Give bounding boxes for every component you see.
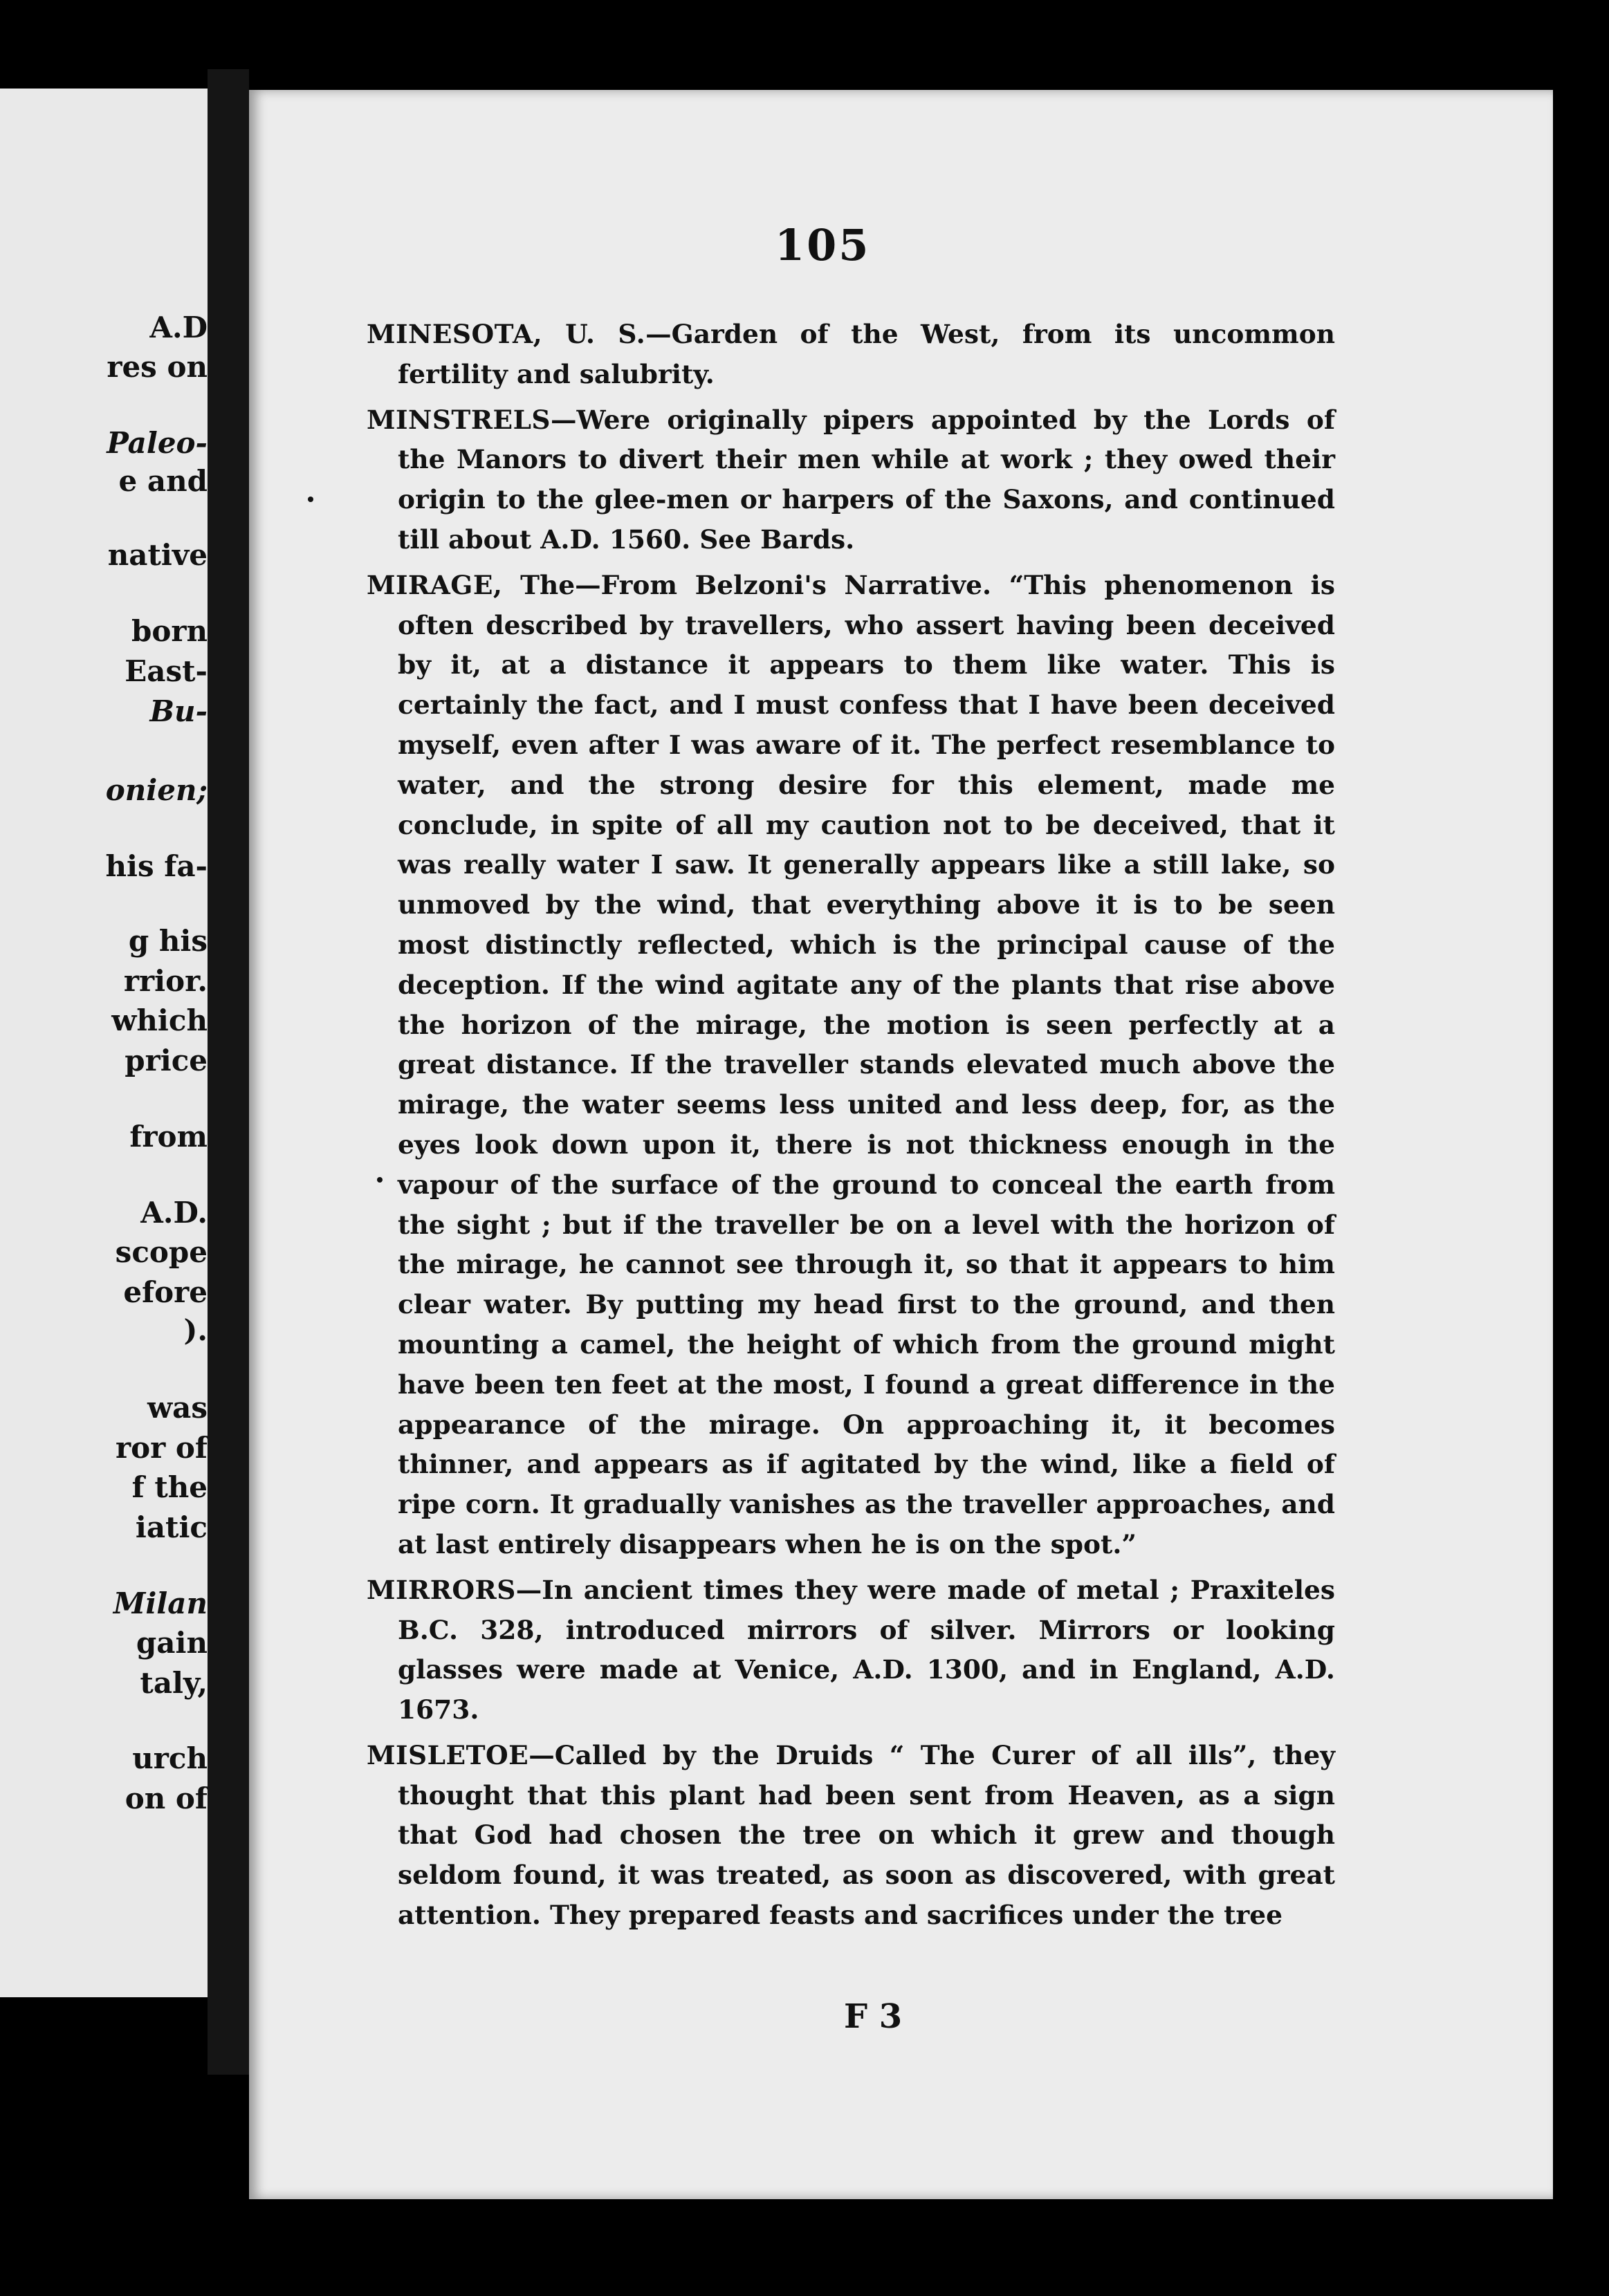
headword: MIRAGE, (367, 569, 503, 600)
left-page-fragment-text: from (129, 1120, 208, 1154)
left-page-fragment-text: efore (123, 1275, 208, 1309)
signature-mark: F 3 (844, 1997, 903, 2036)
left-page-fragment-text: ror of (116, 1431, 208, 1465)
entries-block (367, 315, 1335, 1941)
left-page-fragment-text: price (125, 1044, 208, 1077)
left-page-fragment-text: Paleo- (107, 426, 208, 460)
left-page-fragments (0, 89, 208, 1997)
left-page-fragment-text: ). (183, 1313, 208, 1347)
left-page-fragment-text: gain (136, 1626, 208, 1660)
left-page-fragment-text: g his (128, 924, 208, 958)
headword: MIRRORS (367, 1574, 516, 1605)
margin-dot-2 (377, 1177, 383, 1183)
left-page-fragment-text: which (111, 1003, 208, 1037)
left-page-fragment-text: taly, (140, 1666, 208, 1700)
left-page-fragment-text: Milan (113, 1586, 208, 1620)
left-page-fragment-text: was (147, 1391, 208, 1425)
left-page-fragment-text: Bu- (149, 694, 208, 728)
entry-misletoe (367, 1736, 1335, 1936)
left-page-fragment-text: e and (118, 464, 208, 498)
headword: MINESOTA, U. S. (367, 319, 646, 349)
headword: MISLETOE (367, 1739, 529, 1770)
page-number: 105 (775, 220, 871, 270)
left-page-fragment-text: A.D (149, 311, 208, 344)
entry-minesota (367, 315, 1335, 395)
book-gutter (208, 69, 249, 2075)
left-page-fragment-text: res on (107, 350, 208, 384)
entry-text: —In ancient times they were made of metal ; Praxiteles B.C. 328, introduced mirrors of silver. Mirrors or looking glasses were made at Venice, A.D. 1300, and in England, A.D. 1673. (398, 1574, 1335, 1725)
left-page-fragment-text: iatic (135, 1510, 208, 1544)
left-page-fragment-text: A.D. (140, 1196, 208, 1230)
left-page-fragment-text: East- (125, 654, 208, 688)
left-page-fragment-text: born (131, 614, 208, 648)
left-page-fragment (0, 89, 208, 1997)
entry-text: —Garden of the West, from its uncommon fertility and salubrity. (398, 319, 1335, 389)
entry-minstrels (367, 400, 1335, 560)
left-page-fragment-text: native (107, 538, 208, 572)
left-page-fragment-text: scope (115, 1235, 208, 1269)
left-page-fragment-text: rrior. (123, 964, 208, 998)
entry-mirrors (367, 1571, 1335, 1730)
left-page-fragment-text: f the (131, 1470, 208, 1504)
left-page-fragment-text: urch (132, 1741, 208, 1775)
entry-mirage (367, 566, 1335, 1565)
left-page-fragment-text: his fa- (105, 849, 208, 883)
entry-text: —Called by the Druids “ The Curer of all ills”, they thought that this plant had been sent from Heaven, as a sign that God had chosen the tree on which it grew and though seldom found, it was treated, as soon as discovered, with great attention. They prepared feasts and sacrifices under the tree (398, 1739, 1335, 1931)
left-page-fragment-text: on of (125, 1781, 208, 1815)
margin-dot-1 (308, 497, 313, 502)
headword: MINSTRELS (367, 404, 551, 435)
left-page-fragment-text: onien; (105, 773, 208, 807)
entry-text: —Were originally pipers appointed by the Lords of the Manors to divert their men while at work ; they owed their origin to the glee-men or harpers of the Saxons, and continued till about A.D. 1560. See Bards. (398, 404, 1335, 555)
entry-text: The—From Belzoni's Narrative. “This phenomenon is often described by travellers, who assert having been deceived by it, at a distance it appears to them like water. This is certainly the fact, and I must confess that I have been deceived myself, even after I was aware of it. The perfect resemblance to water, and the strong desire for this element, made me conclude, in spite of all my caution not to be deceived, that it was really water I saw. It generally appears like a still lake, so unmoved by the wind, that everything above it is to be seen most distinctly reflected, which is the principal cause of the deception. If the wind agitate any of the plants that rise above the horizon of the mirage, the motion is seen perfectly at a great distance. If the traveller stands elevated much above the mirage, the water seems less united and less deep, for, as the eyes look down upon it, there is not thickness enough in the vapour of the surface of the ground to conceal the earth from the sight ; but if the traveller be on a level with the horizon of the mirage, he cannot see through it, so that it appears to him clear water. By putting my head first to the ground, and then mounting a camel, the height of which from the ground might have been ten feet at the most, I found a great difference in the appearance of the mirage. On approaching it, it becomes thinner, and appears as if agitated by the wind, like a field of ripe corn. It gradually vanishes as the traveller approaches, and at last entirely disappears when he is on the spot.” (398, 569, 1335, 1559)
